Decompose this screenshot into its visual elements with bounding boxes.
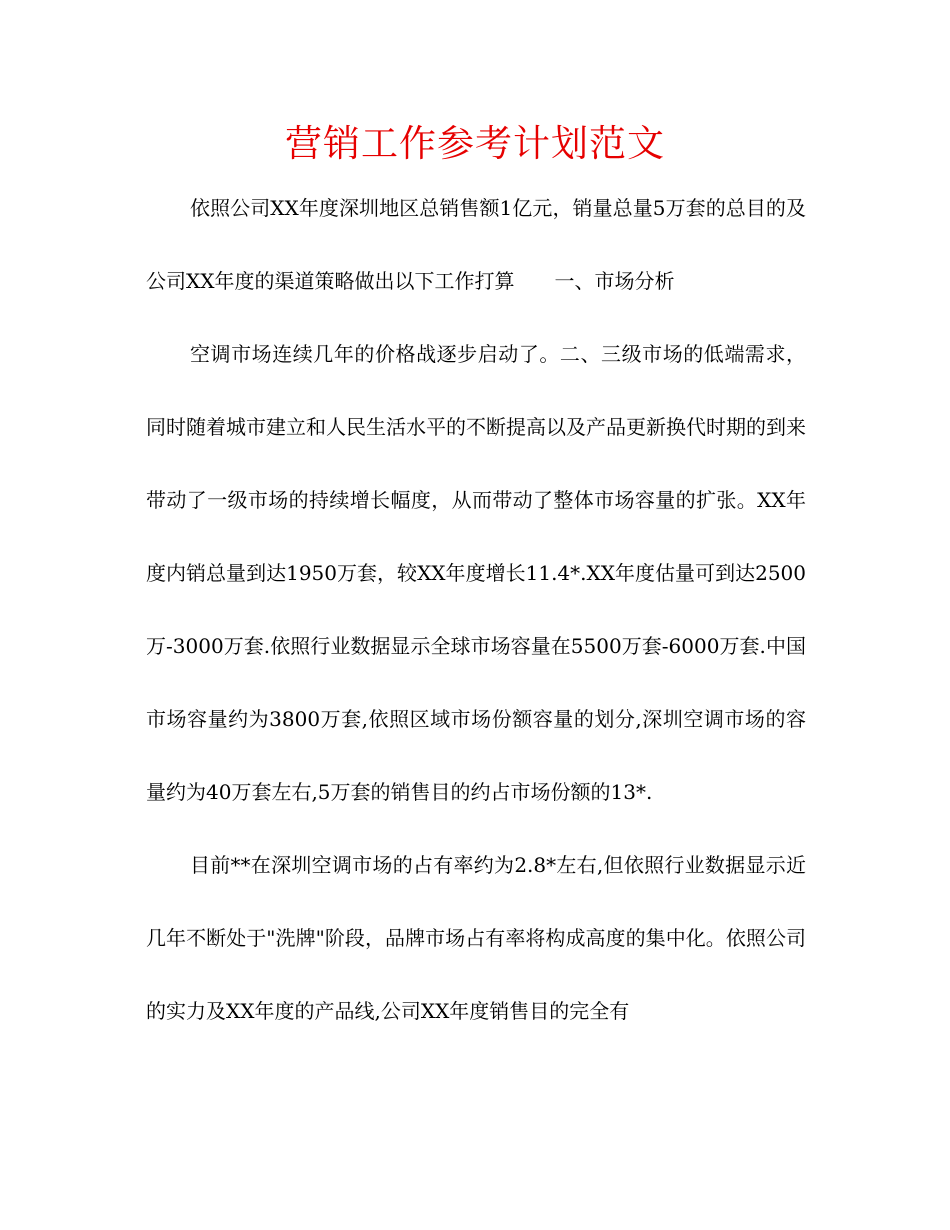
paragraph-market-share: 目前**在深圳空调市场的占有率约为2.8*左右,但依照行业数据显示近几年不断处于"洗牌"阶段，品牌市场占有率将构成高度的集中化。依照公司的实力及XX年度的产品线,公司XX年度销售目的完全有 (146, 853, 806, 1023)
paragraph-market-analysis: 空调市场连续几年的价格战逐步启动了。二、三级市场的低端需求，同时随着城市建立和人民生活水平的不断提高以及产品更新换代时期的到来带动了一级市场的持续增长幅度，从而带动了整体市场容量的扩张。XX年度内销总量到达1950万套，较XX年度增长11.4*.XX年度估量可到达2500万-3000万套.依照行业数据显示全球市场容量在5500万套-6000万套.中国市场容量约为3800万套,依照区域市场份额容量的划分,深圳空调市场的容量约为40万套左右,5万套的销售目的约占市场份额的13*. (146, 342, 806, 804)
document-title: 营销工作参考计划范文 (285, 122, 665, 165)
document-body (146, 172, 806, 1048)
paragraph-intro: 依照公司XX年度深圳地区总销售额1亿元，销量总量5万套的总目的及公司XX年度的渠道策略做出以下工作打算 一、市场分析 (146, 196, 806, 293)
